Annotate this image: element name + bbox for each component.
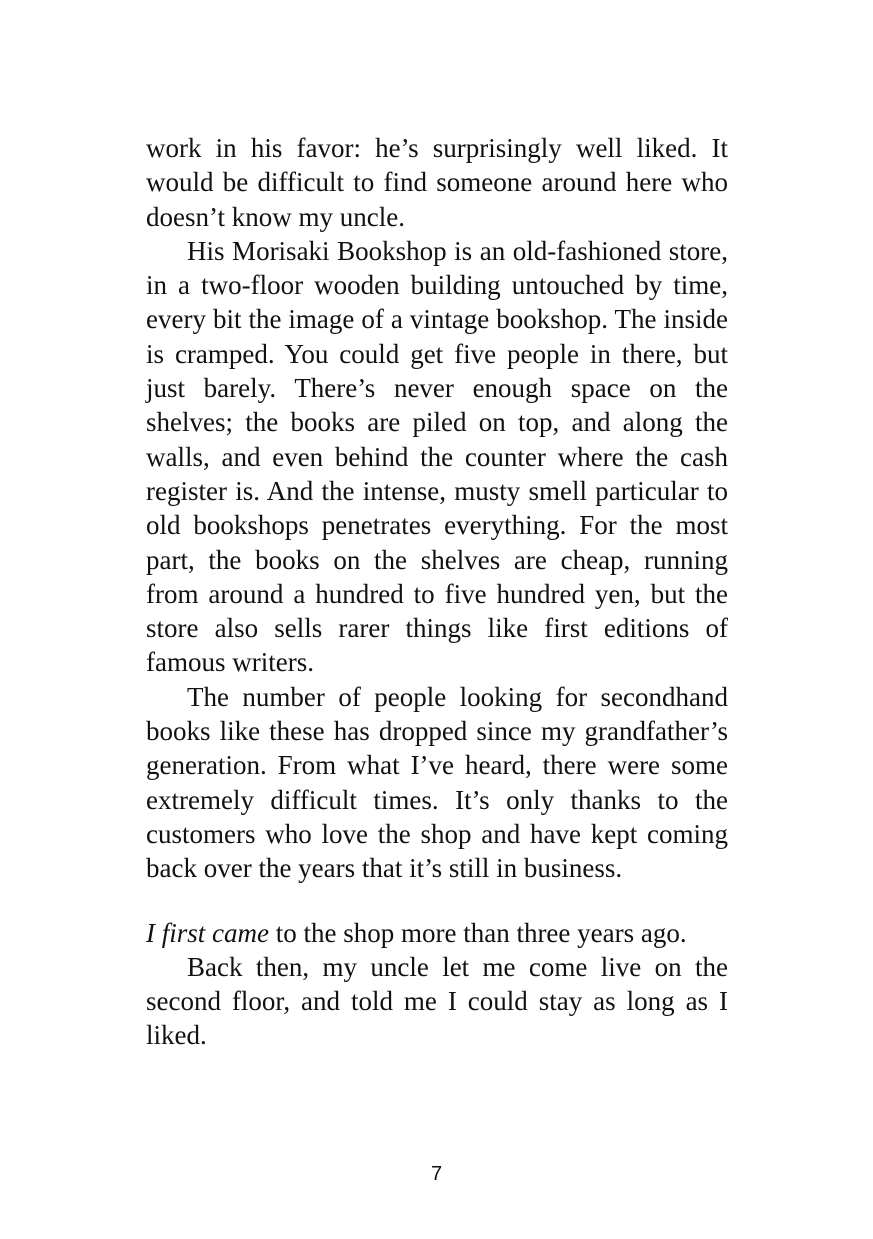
- italic-opening-phrase: I first came: [146, 917, 269, 948]
- paragraph-2: His Morisaki Bookshop is an old-fashioned store, in a two-floor wooden building untouched by time, every bit the image of a vintage bookshop. The inside is cramped. You could get five people in there, but just barely. There’s never enough space on the shelves; the books are piled on top, and along the walls, and even behind the counter where the cash register is. And the intense, musty smell particular to old bookshops penetrates everything. For the most part, the books on the shelves are cheap, running from around a hundred to five hundred yen, but the store also sells rarer things like first editions of famous writers.: [146, 235, 728, 678]
- paragraph-4: [146, 916, 728, 950]
- paragraph-4-rest: to the shop more than three years ago.: [268, 917, 687, 948]
- paragraph-5: Back then, my uncle let me come live on the second floor, and told me I could stay as long as I liked.: [146, 951, 728, 1051]
- paragraph-1: work in his favor: he’s surprisingly well liked. It would be difficult to find someone around here who doesn’t know my uncle.: [146, 133, 728, 232]
- page-number: 7: [430, 1163, 443, 1185]
- body-text: [146, 131, 728, 1053]
- paragraph-3: The number of people looking for secondhand books like these has dropped since my grandfather’s generation. From what I’ve heard, there were some extremely difficult times. It’s only thanks to the customers who love the shop and have kept coming back over the years that it’s still in business.: [146, 681, 728, 884]
